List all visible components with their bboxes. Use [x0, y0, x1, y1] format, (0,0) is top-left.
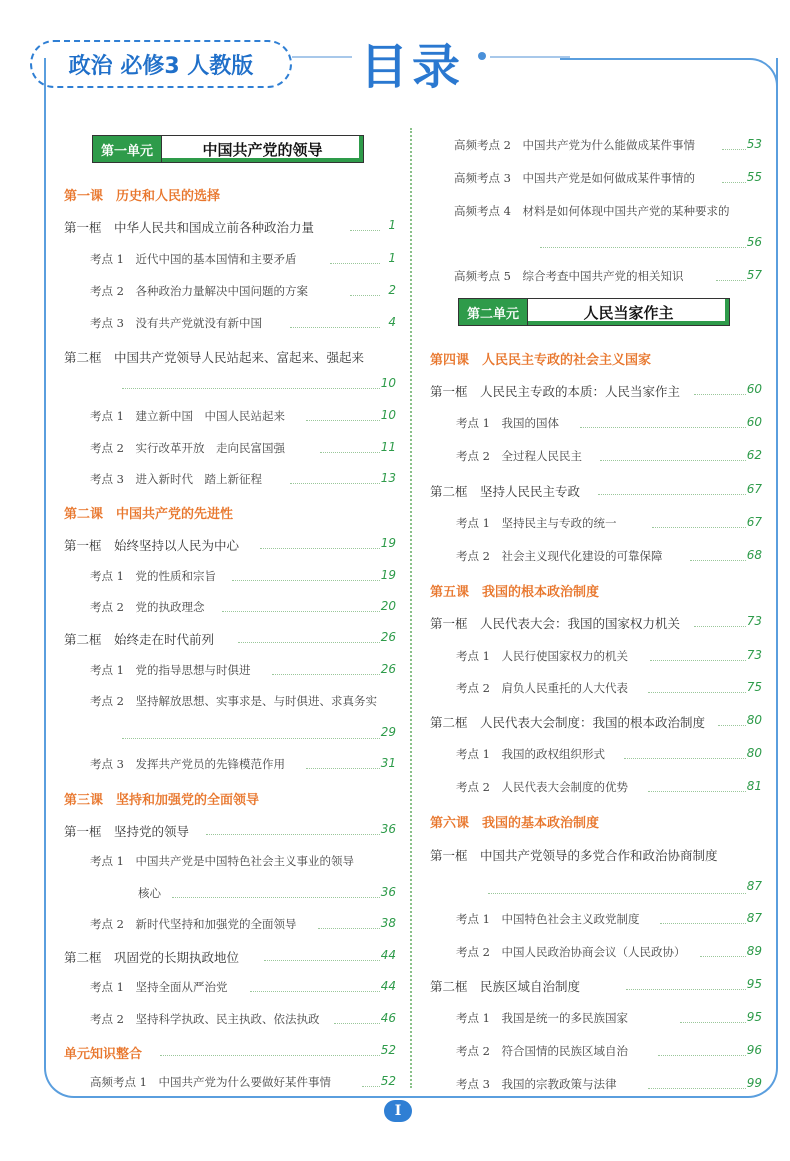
toc-entry[interactable]: 考点 2 社会主义现代化建设的可靠保障 [456, 549, 663, 563]
toc-entry[interactable]: 考点 3 进入新时代 踏上新征程 [90, 472, 262, 486]
toc-entry[interactable]: 考点 2 党的执政理念 [90, 600, 205, 614]
leader-dots [172, 897, 380, 898]
page-ref[interactable]: 44 [380, 979, 396, 993]
page-ref[interactable]: 60 [746, 382, 762, 396]
unit-summary-title[interactable]: 单元知识整合 [64, 1047, 143, 1062]
leader-dots [260, 548, 380, 549]
toc-entry[interactable]: 考点 2 新时代坚持和加强党的全面领导 [90, 917, 297, 931]
page-ref[interactable]: 75 [746, 680, 762, 694]
page-ref[interactable]: 26 [380, 662, 396, 676]
page-ref[interactable]: 73 [746, 648, 762, 662]
page-ref[interactable]: 10 [380, 408, 396, 422]
toc-entry[interactable]: 第一框 人民民主专政的本质：人民当家作主 [430, 384, 681, 399]
page-ref[interactable]: 87 [746, 911, 762, 925]
leader-dots [250, 991, 380, 992]
toc-entry[interactable]: 考点 1 近代中国的基本国情和主要矛盾 [90, 252, 297, 266]
leader-dots [598, 494, 746, 495]
page-ref[interactable]: 36 [380, 822, 396, 836]
toc-entry[interactable]: 考点 2 实行改革开放 走向民富国强 [90, 441, 285, 455]
page-ref[interactable]: 68 [746, 548, 762, 562]
page-ref[interactable]: 44 [380, 948, 396, 962]
toc-entry[interactable]: 考点 1 建立新中国 中国人民站起来 [90, 409, 285, 423]
toc-entry[interactable]: 第二框 坚持人民民主专政 [430, 484, 581, 499]
page-ref[interactable]: 67 [746, 482, 762, 496]
page-ref[interactable]: 95 [746, 977, 762, 991]
toc-entry[interactable]: 第一框 中国共产党领导的多党合作和政治协商制度 [430, 848, 718, 863]
toc-entry[interactable]: 考点 1 人民行使国家权力的机关 [456, 649, 628, 663]
toc-entry[interactable]: 高频考点 2 中国共产党为什么能做成某件事情 [454, 138, 695, 152]
lesson-2-title[interactable]: 第二课 中国共产党的先进性 [64, 507, 234, 522]
page-ref[interactable]: 55 [746, 170, 762, 184]
page-ref[interactable]: 19 [380, 568, 396, 582]
book-badge: 政治 必修3 人教版 [30, 40, 292, 88]
toc-entry[interactable]: 考点 2 各种政治力量解决中国问题的方案 [90, 284, 308, 298]
page-ref[interactable]: 89 [746, 944, 762, 958]
toc-entry[interactable]: 高频考点 1 中国共产党为什么要做好某件事情 [90, 1075, 331, 1089]
lesson-6-title[interactable]: 第六课 我国的基本政治制度 [430, 816, 600, 831]
lesson-5-title[interactable]: 第五课 我国的根本政治制度 [430, 585, 600, 600]
page-ref[interactable]: 56 [746, 235, 762, 249]
page-ref[interactable]: 1 [388, 218, 396, 232]
toc-entry[interactable]: 考点 1 我国的国体 [456, 416, 559, 430]
page-ref[interactable]: 73 [746, 614, 762, 628]
toc-entry[interactable]: 第一框 中华人民共和国成立前各种政治力量 [64, 220, 315, 235]
page-ref[interactable]: 60 [746, 415, 762, 429]
toc-entry[interactable]: 第二框 民族区域自治制度 [430, 979, 581, 994]
toc-entry[interactable]: 考点 1 党的指导思想与时俱进 [90, 663, 251, 677]
lesson-4-title[interactable]: 第四课 人民民主专政的社会主义国家 [430, 353, 652, 368]
page-ref[interactable]: 2 [388, 283, 396, 297]
toc-entry[interactable]: 第一框 始终坚持以人民为中心 [64, 538, 240, 553]
leader-dots [272, 674, 380, 675]
page-ref[interactable]: 1 [388, 251, 396, 265]
page-ref[interactable]: 38 [380, 916, 396, 930]
lesson-3-title[interactable]: 第三课 坚持和加强党的全面领导 [64, 793, 260, 808]
unit-1-title: 中国共产党的领导 [161, 136, 363, 162]
unit-2-title: 人民当家作主 [527, 299, 729, 325]
leader-dots [580, 427, 746, 428]
page-ref[interactable]: 81 [746, 779, 762, 793]
toc-entry[interactable]: 高频考点 5 综合考查中国共产党的相关知识 [454, 269, 684, 283]
toc-entry[interactable]: 考点 2 坚持科学执政、民主执政、依法执政 [90, 1012, 320, 1026]
page-ref[interactable]: 19 [380, 536, 396, 550]
toc-entry[interactable]: 考点 1 我国的政权组织形式 [456, 747, 605, 761]
toc-entry[interactable]: 考点 2 肩负人民重托的人大代表 [456, 681, 628, 695]
unit-1-header[interactable] [92, 135, 364, 163]
toc-entry[interactable]: 高频考点 4 材料是如何体现中国共产党的某种要求的 [454, 204, 730, 218]
leader-dots [232, 580, 380, 581]
page-number: I [384, 1100, 412, 1122]
page-title: 目录 [360, 39, 465, 95]
toc-entry[interactable]: 考点 3 没有共产党就没有新中国 [90, 316, 262, 330]
toc-entry[interactable]: 第二框 中国共产党领导人民站起来、富起来、强起来 [64, 350, 365, 365]
page-ref[interactable]: 96 [746, 1043, 762, 1057]
page-ref[interactable]: 26 [380, 630, 396, 644]
toc-entry[interactable]: 考点 1 坚持民主与专政的统一 [456, 516, 617, 530]
unit-2-tag: 第二单元 [459, 299, 527, 325]
toc-entry[interactable]: 第一框 人民代表大会：我国的国家权力机关 [430, 616, 681, 631]
toc-entry[interactable]: 考点 3 发挥共产党员的先锋模范作用 [90, 757, 285, 771]
toc-entry[interactable]: 考点 2 坚持解放思想、实事求是、与时俱进、求真务实 [90, 694, 377, 708]
toc-entry[interactable]: 考点 1 党的性质和宗旨 [90, 569, 216, 583]
toc-entry-continued[interactable]: 核心 [138, 886, 161, 900]
page-ref[interactable]: 4 [388, 315, 396, 329]
page-ref[interactable]: 46 [380, 1011, 396, 1025]
page-ref[interactable]: 67 [746, 515, 762, 529]
toc-entry[interactable]: 第二框 始终走在时代前列 [64, 632, 215, 647]
page-ref[interactable]: 13 [380, 471, 396, 485]
page-ref[interactable]: 52 [380, 1043, 396, 1057]
toc-entry[interactable]: 考点 1 坚持全面从严治党 [90, 980, 228, 994]
page-ref[interactable]: 99 [746, 1076, 762, 1090]
page-ref[interactable]: 53 [746, 137, 762, 151]
unit-2-header[interactable] [458, 298, 730, 326]
page-ref[interactable]: 10 [380, 376, 396, 390]
lesson-1-title[interactable]: 第一课 历史和人民的选择 [64, 189, 221, 204]
toc-entry[interactable]: 考点 1 我国是统一的多民族国家 [456, 1011, 628, 1025]
leader-dots [626, 989, 746, 990]
leader-dots [206, 834, 380, 835]
toc-entry[interactable]: 考点 2 符合国情的民族区域自治 [456, 1044, 628, 1058]
page-ref[interactable]: 36 [380, 885, 396, 899]
leader-dots [160, 1055, 380, 1056]
toc-entry[interactable]: 第二框 巩固党的长期执政地位 [64, 950, 240, 965]
page-ref[interactable]: 11 [380, 440, 396, 454]
toc-entry[interactable]: 考点 1 中国特色社会主义政党制度 [456, 912, 640, 926]
unit-1-tag: 第一单元 [93, 136, 161, 162]
toc-entry[interactable]: 考点 2 人民代表大会制度的优势 [456, 780, 628, 794]
page-ref[interactable]: 87 [746, 879, 762, 893]
page-ref[interactable]: 80 [746, 746, 762, 760]
leader-dots [264, 960, 380, 961]
toc-entry[interactable]: 第二框 人民代表大会制度：我国的根本政治制度 [430, 715, 706, 730]
leader-dots [238, 642, 380, 643]
page-ref[interactable]: 80 [746, 713, 762, 727]
leader-dots [222, 611, 380, 612]
page-ref[interactable]: 20 [380, 599, 396, 613]
leader-dots [624, 758, 746, 759]
leader-dots [600, 460, 746, 461]
leader-dots [488, 893, 746, 894]
content-frame-corner [560, 58, 778, 98]
leader-dots [122, 738, 380, 739]
page-ref[interactable]: 57 [746, 268, 762, 282]
page-ref[interactable]: 52 [380, 1074, 396, 1088]
page-ref[interactable]: 29 [380, 725, 396, 739]
toc-entry[interactable]: 考点 1 中国共产党是中国特色社会主义事业的领导 [90, 854, 354, 868]
toc-entry[interactable]: 考点 2 全过程人民民主 [456, 449, 582, 463]
toc-entry[interactable]: 第一框 坚持党的领导 [64, 824, 190, 839]
leader-dots [122, 388, 380, 389]
page-ref[interactable]: 31 [380, 756, 396, 770]
toc-entry[interactable]: 考点 2 中国人民政治协商会议（人民政协） [456, 945, 686, 959]
toc-entry[interactable]: 考点 3 我国的宗教政策与法律 [456, 1077, 617, 1091]
page-ref[interactable]: 95 [746, 1010, 762, 1024]
column-divider [410, 128, 412, 1088]
page-ref[interactable]: 62 [746, 448, 762, 462]
leader-dots [540, 247, 746, 248]
toc-entry[interactable]: 高频考点 3 中国共产党是如何做成某件事情的 [454, 171, 695, 185]
